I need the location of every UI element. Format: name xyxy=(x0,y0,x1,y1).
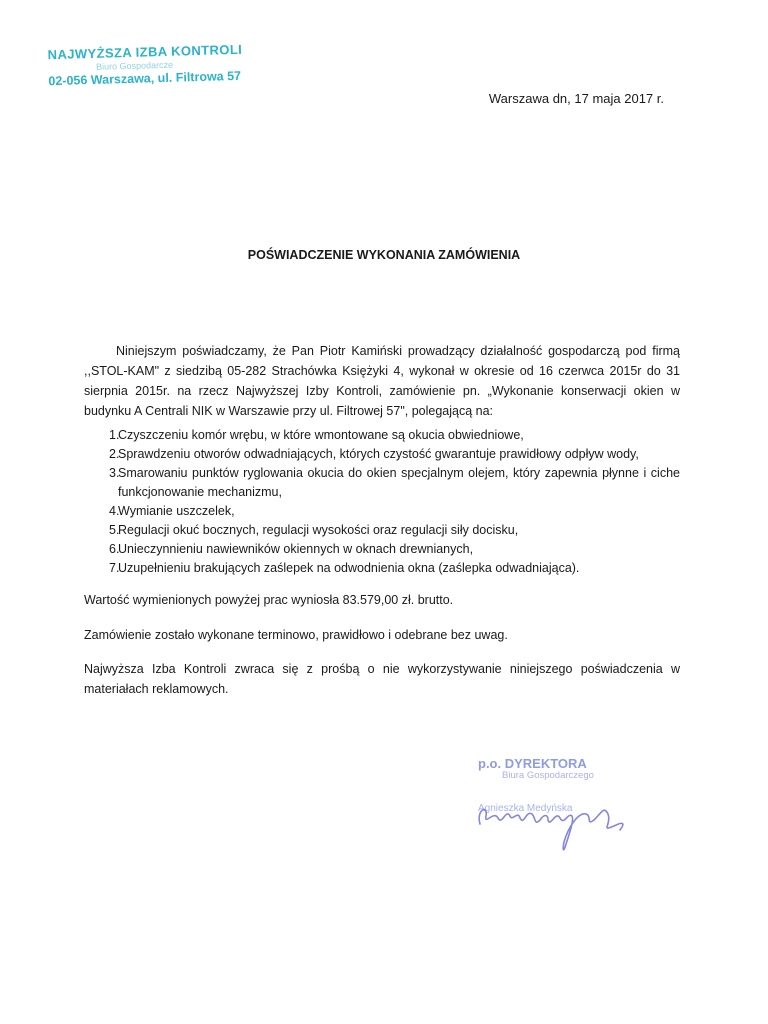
intro-paragraph: Niniejszym poświadczamy, że Pan Piotr Kamiński prowadzący działalność gospodarczą pod firmą ,,STOL-KAM" z siedzibą 05-282 Strachówka Księżyki 4, wykonał w okresie od 16 czerwca 2015r do 31 sierpnia 2015r. na rzecz Najwyższej Izby Kontroli, zamówienie pn. „Wykonanie konserwacji okien w budynku A Centrali NIK w Warszawie przy ul. Filtrowej 57", polegającą na: xyxy=(84,344,680,418)
list-item xyxy=(84,540,680,559)
list-item-number: 4. xyxy=(109,504,120,518)
list-item-number: 7. xyxy=(109,561,120,575)
list-item-text: Unieczynnieniu nawiewników okiennych w oknach drewnianych, xyxy=(118,542,474,556)
director-stamp-name: Agnieszka Medyńska xyxy=(478,803,573,814)
work-items-list xyxy=(84,426,680,578)
list-item xyxy=(84,559,680,578)
list-item xyxy=(84,445,680,464)
request-paragraph: Najwyższa Izba Kontroli zwraca się z prośbą o nie wykorzystywanie niniejszego poświadczenia w materiałach reklamowych. xyxy=(84,662,680,696)
stamp-address: 02-056 Warszawa, ul. Filtrowa 57 xyxy=(48,68,242,89)
list-item-number: 2. xyxy=(109,447,120,461)
completion-paragraph: Zamówienie zostało wykonane terminowo, prawidłowo i odebrane bez uwag. xyxy=(84,628,508,642)
list-item-text: Uzupełnieniu brakujących zaślepek na odwodnienia okna (zaślepka odwadniająca). xyxy=(118,561,580,575)
stamp-department: Biuro Gospodarcze xyxy=(95,59,174,72)
handwritten-signature xyxy=(474,780,634,860)
list-item-text: Smarowaniu punktów ryglowania okucia do okien specjalnym olejem, który zapewnia płynne i ciche funkcjonowanie mechanizmu, xyxy=(118,466,680,499)
list-item-number: 3. xyxy=(109,466,120,480)
list-item xyxy=(84,426,680,445)
organization-stamp xyxy=(47,41,278,88)
value-paragraph: Wartość wymienionych powyżej prac wyniosła 83.579,00 zł. brutto. xyxy=(84,593,454,607)
list-item xyxy=(84,464,680,502)
list-item xyxy=(84,521,680,540)
list-item-number: 1. xyxy=(109,428,120,442)
list-item-number: 6. xyxy=(109,542,120,556)
document-date: Warszawa dn, 17 maja 2017 r. xyxy=(488,91,664,106)
list-item xyxy=(84,502,680,521)
list-item-text: Sprawdzeniu otworów odwadniających, których czystość gwarantuje prawidłowy odpływ wody, xyxy=(118,447,639,461)
list-item-text: Wymianie uszczelek, xyxy=(118,504,235,518)
director-stamp-title: p.o. DYREKTORA xyxy=(478,756,587,771)
list-item-number: 5. xyxy=(109,523,120,537)
document-title: POŚWIADCZENIE WYKONANIA ZAMÓWIENIA xyxy=(247,248,521,262)
list-item-text: Czyszczeniu komór wrębu, w które wmontowane są okucia obwiedniowe, xyxy=(118,428,524,442)
list-item-text: Regulacji okuć bocznych, regulacji wysokości oraz regulacji siły docisku, xyxy=(118,523,519,537)
director-stamp-department: Biura Gospodarczego xyxy=(502,770,594,781)
stamp-org-name: NAJWYŻSZA IZBA KONTROLI xyxy=(47,41,243,63)
